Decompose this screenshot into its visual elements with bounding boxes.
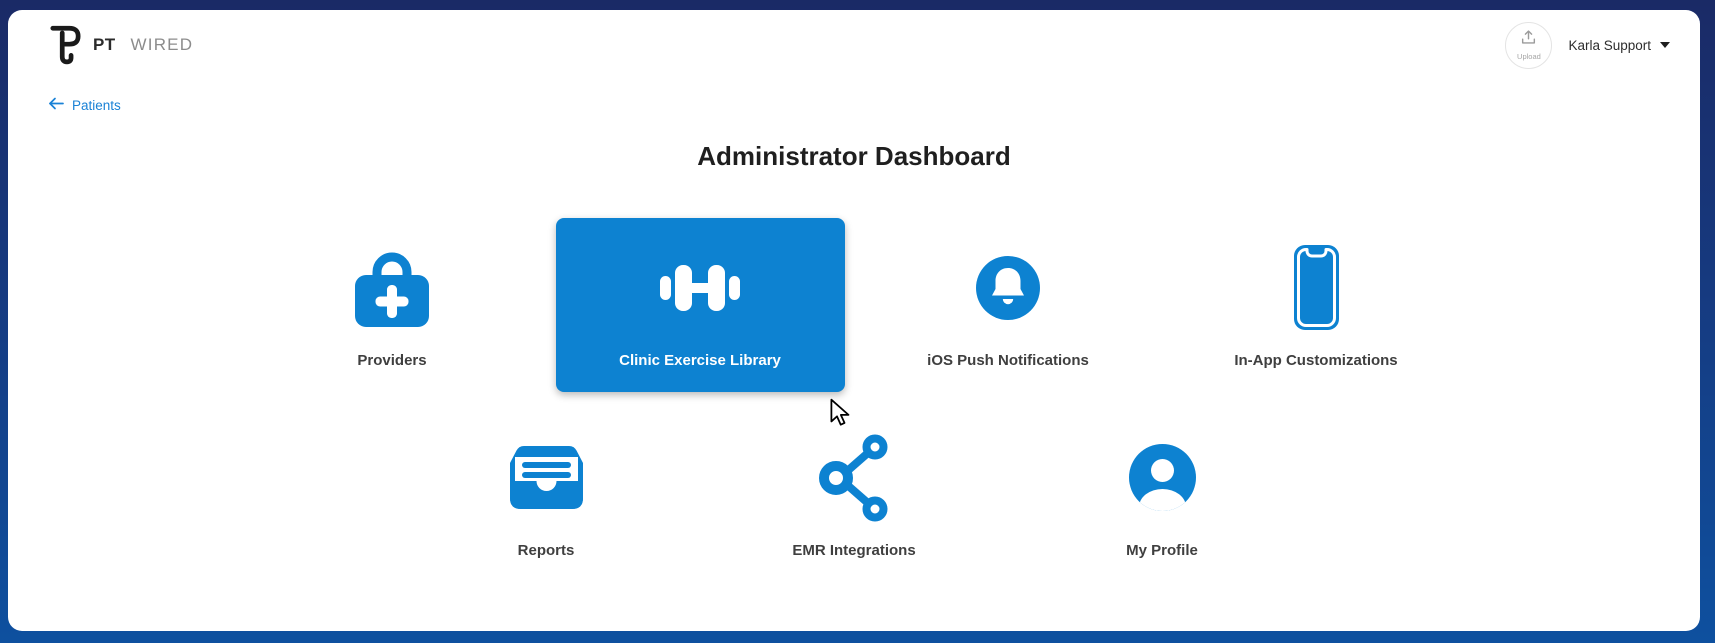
breadcrumb-back-link[interactable] (48, 96, 121, 114)
tile-emr-integrations[interactable] (710, 408, 999, 582)
chevron-down-icon (1660, 42, 1670, 48)
ptwired-logo[interactable] (46, 20, 193, 71)
grid-row-2 (402, 408, 1307, 582)
tile-label: iOS Push Notifications (927, 352, 1089, 369)
brand-name-bold: PT (93, 35, 116, 54)
phone-icon (1294, 245, 1339, 335)
tile-reports[interactable] (402, 408, 691, 582)
breadcrumb-label: Patients (72, 97, 121, 113)
main-window (8, 10, 1700, 631)
dashboard-grid (8, 218, 1700, 582)
tile-label: In-App Customizations (1234, 352, 1398, 369)
header (8, 10, 1700, 80)
upload-button[interactable] (1505, 22, 1552, 69)
tile-my-profile[interactable] (1018, 408, 1307, 582)
tile-label: Providers (357, 352, 427, 369)
user-menu[interactable] (1568, 38, 1670, 53)
inbox-tray-icon (510, 445, 583, 515)
share-icon (819, 434, 889, 527)
upload-button-label: Upload (1517, 51, 1541, 61)
tile-label: Reports (517, 542, 575, 559)
tile-label: My Profile (1126, 542, 1198, 559)
tile-label: Clinic Exercise Library (619, 352, 781, 369)
tile-clinic-exercise-library[interactable] (556, 218, 845, 392)
brand-name-light: WIRED (130, 35, 194, 54)
user-name: Karla Support (1568, 37, 1651, 53)
user-icon (1129, 444, 1196, 516)
grid-row-1 (248, 218, 1461, 392)
tile-ios-push-notifications[interactable] (864, 218, 1153, 392)
upload-icon (1520, 30, 1537, 50)
page-title: Administrator Dashboard (697, 141, 1011, 171)
bag-plus-icon (355, 249, 429, 332)
ptwired-logo-mark-icon (46, 20, 82, 71)
dumbbell-icon (660, 265, 740, 316)
header-actions (1505, 22, 1670, 69)
tile-label: EMR Integrations (792, 542, 916, 559)
back-arrow-icon (48, 97, 64, 113)
tile-in-app-customizations[interactable] (1172, 218, 1461, 392)
tile-providers[interactable] (248, 218, 537, 392)
bell-icon (976, 256, 1040, 325)
